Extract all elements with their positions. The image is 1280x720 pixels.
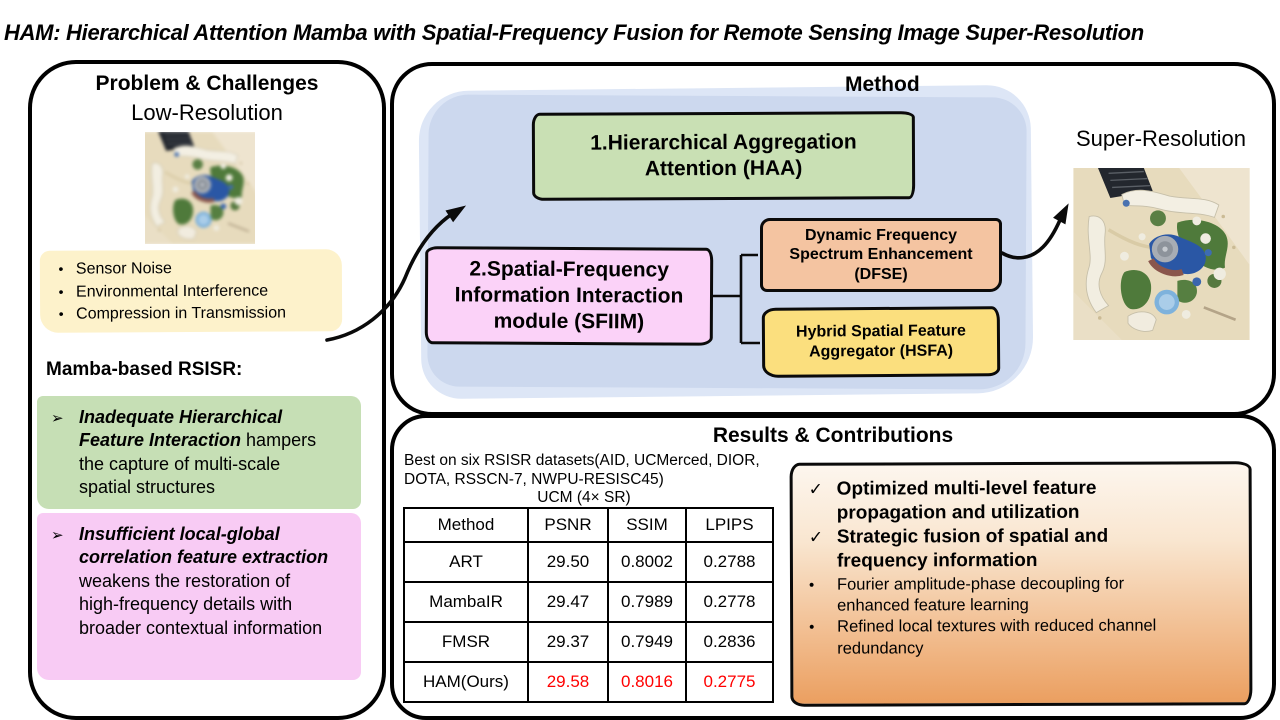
- issue-text: [79, 406, 331, 500]
- method-panel: [390, 62, 1276, 416]
- list-item-text: Refined local textures with reduced channel redundancy: [837, 616, 1157, 658]
- list-item: [803, 524, 1241, 574]
- bullet-icon: •: [808, 576, 815, 594]
- table-caption: UCM (4× SR): [537, 489, 631, 507]
- table-header-row: [404, 508, 773, 542]
- list-item: [46, 257, 342, 281]
- table-cell: 0.7989: [608, 582, 686, 622]
- list-item: [803, 573, 1241, 617]
- dataset-note-text: Best on six RSISR datasets(AID, UCMerced, DIOR, DOTA, RSSCN-7, NWPU-RESISC45): [404, 452, 760, 488]
- table-header-cell: SSIM: [608, 508, 686, 542]
- list-item: [803, 616, 1241, 660]
- issue-detail: hampers the capture of multi-scale spatial structures: [79, 430, 317, 498]
- list-item-text: Optimized multi-level feature propagation and utilization: [836, 477, 1097, 524]
- contributions-list: [803, 476, 1242, 660]
- haa-module-box: 1.Hierarchical Aggregation Attention (HAA): [532, 111, 915, 201]
- problem-panel-title: Problem & Challenges: [95, 72, 319, 95]
- bullet-icon: •: [809, 619, 815, 637]
- issue-emphasis: Insufficient local-global correlation feature extraction: [79, 524, 329, 568]
- degradation-note: [40, 249, 342, 333]
- issue-local-global-correlation: [37, 513, 361, 680]
- dataset-note: [404, 452, 784, 508]
- issue-emphasis: Inadequate Hierarchical Feature Interaction: [79, 407, 283, 451]
- check-icon: ✓: [808, 527, 824, 547]
- issue-detail: weakens the restoration of high-frequency details with broader contextual information: [79, 570, 323, 638]
- results-panel-title: Results & Contributions: [712, 424, 954, 447]
- bullet-icon: •: [58, 283, 64, 300]
- arrow-bullet-icon: ➢: [51, 410, 64, 427]
- list-item-text: Strategic fusion of spatial and frequency information: [836, 525, 1109, 573]
- table-row: [404, 542, 773, 582]
- degradation-list: [46, 257, 342, 327]
- table-row: [404, 662, 773, 702]
- table-cell: FMSR: [404, 622, 528, 662]
- table-cell: HAM(Ours): [404, 662, 528, 702]
- table-cell: 0.2778: [686, 582, 773, 622]
- list-item-text: Sensor Noise: [75, 260, 172, 278]
- list-item-text: Fourier amplitude-phase decoupling for enhanced feature learning: [836, 574, 1125, 615]
- contributions-box: [790, 461, 1253, 707]
- problem-panel: [28, 60, 386, 720]
- bullet-icon: •: [58, 260, 64, 277]
- list-item: [46, 303, 342, 327]
- mamba-rsisr-heading: Mamba-based RSISR:: [46, 359, 243, 380]
- sfiim-module-box: 2.Spatial-Frequency Information Interaction module (SFIIM): [425, 246, 714, 346]
- arrow-bullet-icon: ➢: [51, 527, 64, 544]
- issue-hierarchical-interaction: [37, 396, 361, 509]
- list-item-text: Compression in Transmission: [76, 304, 287, 324]
- check-icon: ✓: [808, 479, 823, 499]
- dfse-module-box: Dynamic Frequency Spectrum Enhancement (DFSE): [760, 218, 1002, 292]
- table-cell: 0.7949: [608, 622, 686, 662]
- table-header-cell: PSNR: [528, 508, 608, 542]
- table-header-cell: Method: [404, 508, 528, 542]
- table-row: [404, 582, 773, 622]
- low-resolution-label: Low-Resolution: [131, 100, 283, 125]
- table-cell: 0.8016: [608, 662, 686, 702]
- table-cell: MambaIR: [404, 582, 528, 622]
- table-cell: 29.37: [528, 622, 608, 662]
- super-resolution-label: Super-Resolution: [1076, 126, 1246, 151]
- table-cell: 29.50: [528, 542, 608, 582]
- metrics-table: [403, 507, 774, 703]
- table-cell: 0.2788: [686, 542, 773, 582]
- results-panel: [390, 414, 1276, 720]
- table-row: [404, 622, 773, 662]
- list-item: [46, 280, 342, 304]
- list-item: [803, 476, 1241, 526]
- list-item-text: Environmental Interference: [75, 282, 269, 301]
- table-cell: ART: [404, 542, 528, 582]
- table-cell: 29.58: [528, 662, 608, 702]
- table-cell: 29.47: [528, 582, 608, 622]
- bullet-icon: •: [58, 306, 64, 323]
- table-cell: 0.2836: [686, 622, 773, 662]
- table-cell: 0.8002: [608, 542, 686, 582]
- hsfa-module-box: Hybrid Spatial Feature Aggregator (HSFA): [762, 306, 1000, 378]
- low-resolution-image: [145, 132, 255, 244]
- issue-text: [79, 523, 331, 640]
- super-resolution-image: [1073, 168, 1250, 340]
- method-panel-title: Method: [845, 73, 920, 96]
- table-header-cell: LPIPS: [686, 508, 773, 542]
- table-cell: 0.2775: [686, 662, 773, 702]
- paper-title: HAM: Hierarchical Attention Mamba with Spatial-Frequency Fusion for Remote Sensing Image Super-Resolution: [4, 20, 1144, 45]
